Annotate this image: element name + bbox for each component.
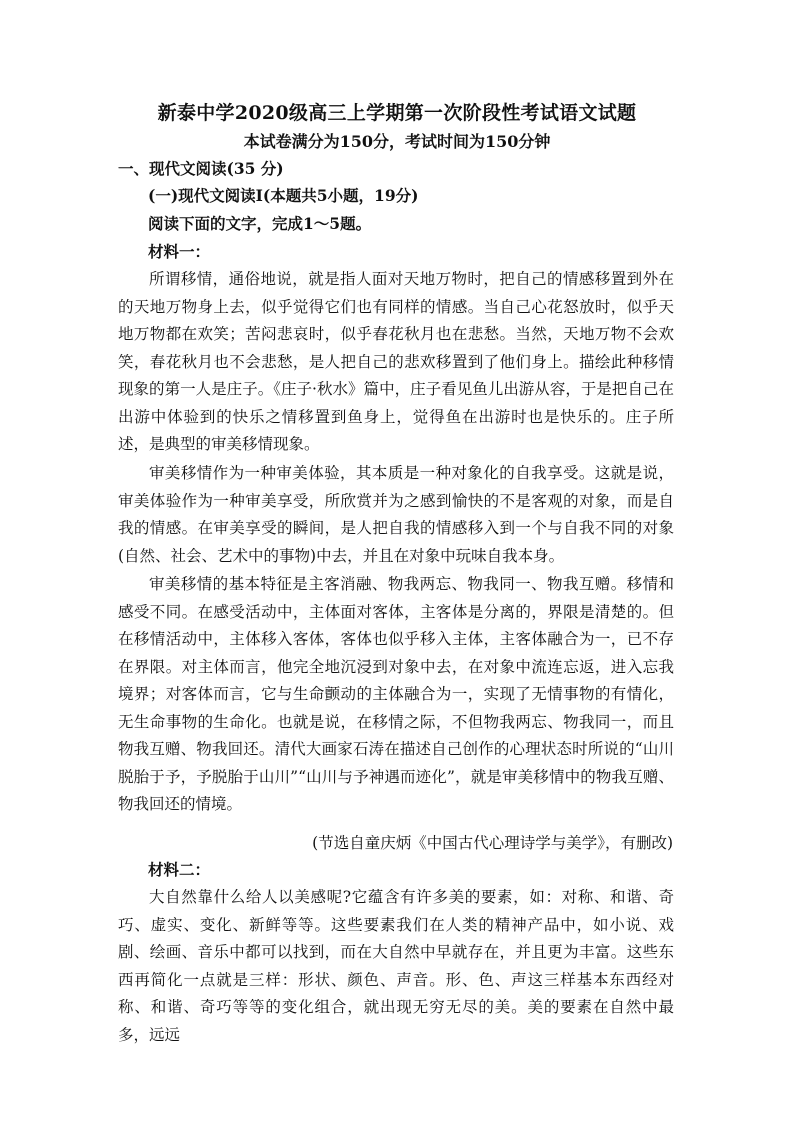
section-heading: 一、现代文阅读(35 分) xyxy=(118,159,284,178)
material1-source: (节选自童庆炳《中国古代心理诗学与美学》，有删改) xyxy=(312,834,673,852)
material2-label: 材料二： xyxy=(148,860,211,879)
reading-instruction: 阅读下面的文字，完成1～5题。 xyxy=(148,214,372,233)
exam-subtitle: 本试卷满分为150分，考试时间为150分钟 xyxy=(243,132,551,151)
subsection-heading: (一)现代文阅读I(本题共5小题，19分) xyxy=(148,186,419,205)
material1-paragraph-1: 所谓移情，通俗地说，就是指人面对天地万物时，把自己的情感移置到外在的天地万物身上去，似乎觉得它们也有同样的情感。当自己心花怒放时，似乎天地万物都在欢笑；苦闷悲哀时，似乎春花秋月也在悲愁。当然，天地万物不会欢笑，春花秋月也不会悲愁，是人把自己的悲欢移置到了他们身上。描绘此种移情现象的第一人是庄子。《庄子·秋水》篇中，庄子看见鱼儿出游从容，于是把自己在出游中体验到的快乐之情移置到鱼身上，觉得鱼在出游时也是快乐的。庄子所述，是典型的审美移情现象。 xyxy=(118,270,674,453)
material1-paragraph-2: 审美移情作为一种审美体验，其本质是一种对象化的自我享受。这就是说，审美体验作为一种审美享受，所欣赏并为之感到愉快的不是客观的对象，而是自我的情感。在审美享受的瞬间，是人把自我的情感移入到一个与自我不同的对象(自然、社会、艺术中的事物)中去，并且在对象中玩味自我本身。 xyxy=(118,464,674,565)
material1-paragraph-3: 审美移情的基本特征是主客消融、物我两忘、物我同一、物我互赠。移情和感受不同。在感受活动中，主体面对客体，主客体是分离的，界限是清楚的。但在移情活动中，主体移入客体，客体也似乎移入主体，主客体融合为一，已不存在界限。对主体而言，他完全地沉浸到对象中去，在对象中流连忘返，进入忘我境界；对客体而言，它与生命颤动的主体融合为一，实现了无情事物的有情化，无生命事物的生命化。也就是说，在移情之际，不但物我两忘、物我同一，而且物我互赠、物我回还。清代大画家石涛在描述自己创作的心理状态时所说的“山川脱胎于予，予脱胎于山川”“山川与予神遇而迹化”，就是审美移情中的物我互赠、物我回还的情境。 xyxy=(118,575,674,813)
exam-title: 新泰中学2020级高三上学期第一次阶段性考试语文试题 xyxy=(157,102,637,124)
material2-paragraph-1: 大自然靠什么给人以美感呢?它蕴含有许多美的要素，如：对称、和谐、奇巧、虚实、变化、新鲜等等。这些要素我们在人类的精神产品中，如小说、戏剧、绘画、音乐中都可以找到，而在大自然中早就存在，并且更为丰富。这些东西再简化一点就是三样：形状、颜色、声音。形、色、声这三样基本东西经对称、和谐、奇巧等等的变化组合，就出现无穷无尽的美。美的要素在自然中最多，远远 xyxy=(118,888,674,1044)
material1-label: 材料一： xyxy=(148,242,211,261)
